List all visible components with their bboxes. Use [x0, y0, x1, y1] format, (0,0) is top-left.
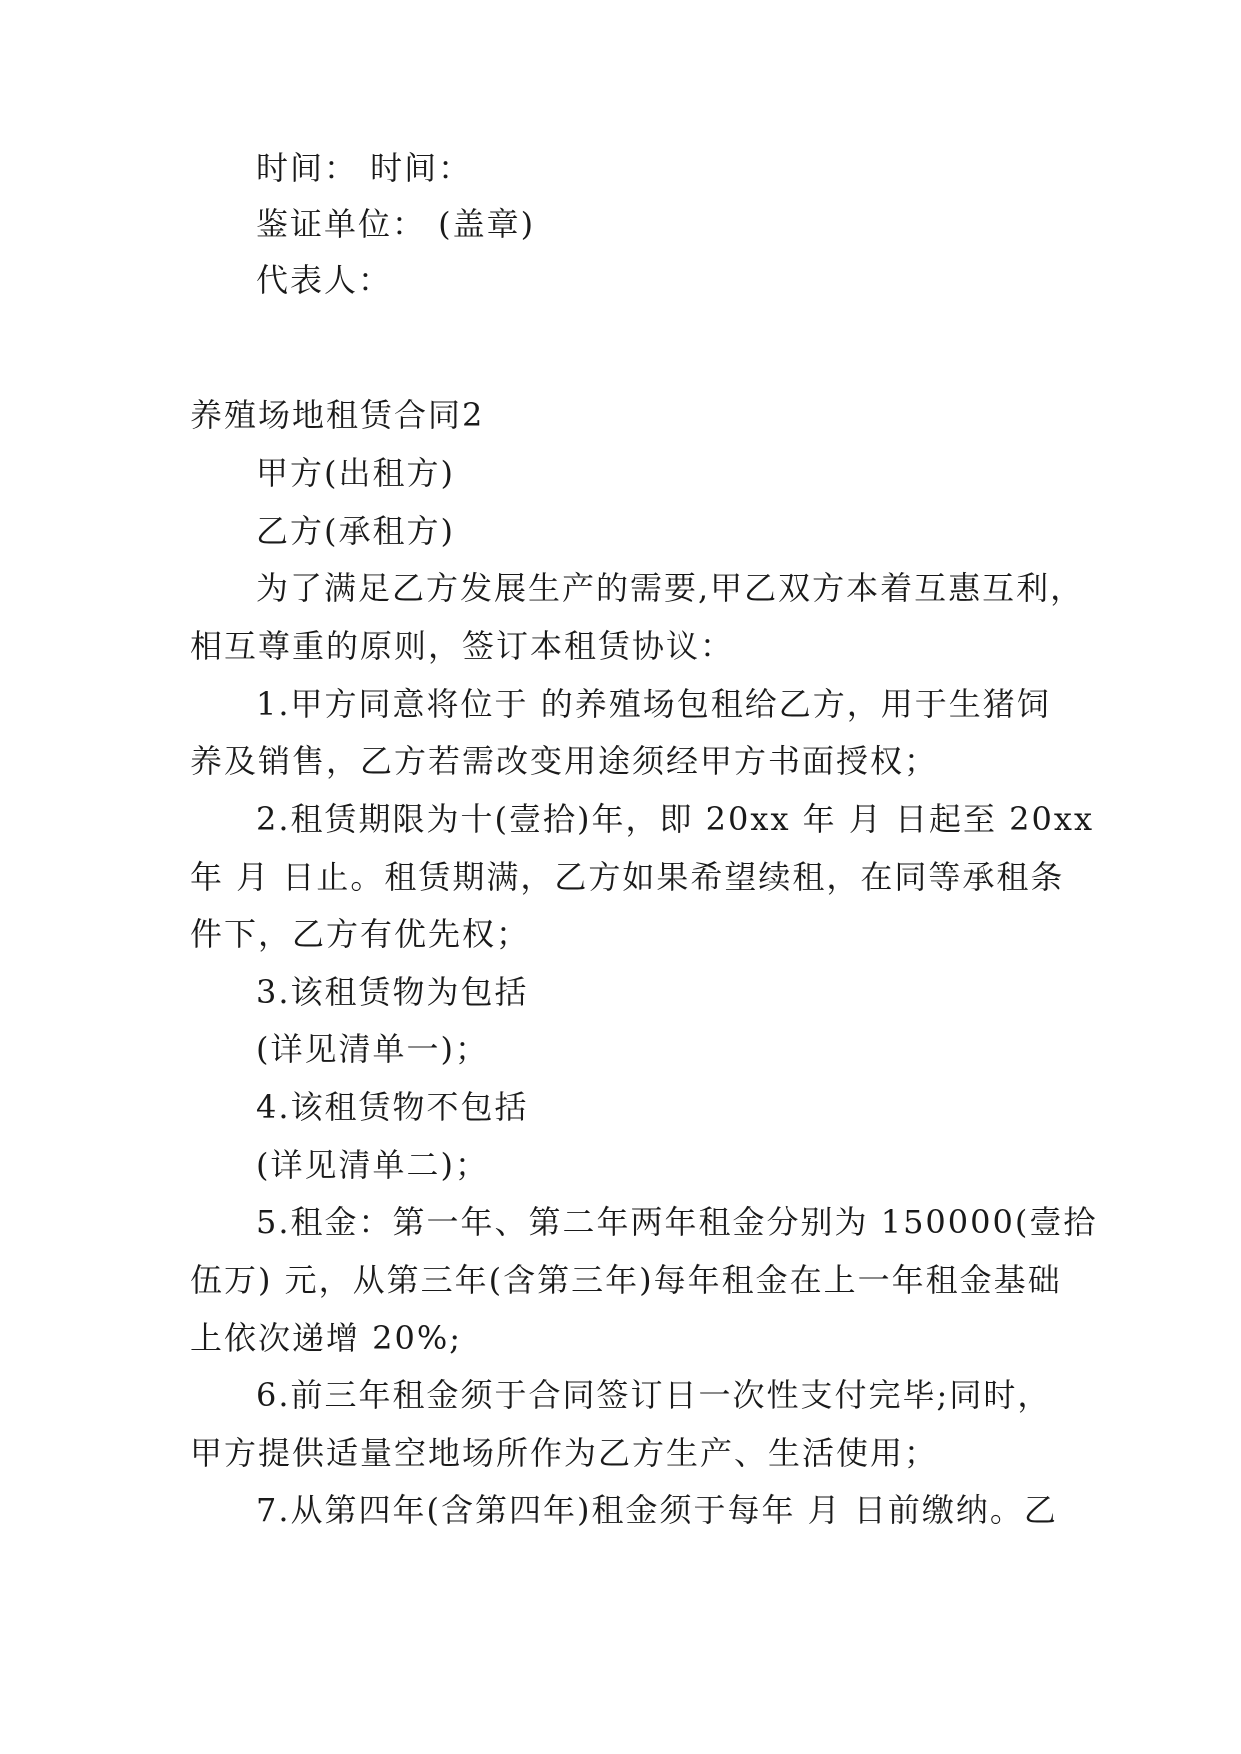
clause-4-line-1: 4.该租赁物不包括: [256, 1088, 529, 1126]
clause-1-line-2: 养及销售，乙方若需改变用途须经甲方书面授权；: [190, 742, 939, 780]
intro-line-2: 相互尊重的原则，签订本租赁协议：: [190, 627, 735, 665]
clause-3-line-2: (详见清单一)；: [256, 1030, 489, 1068]
clause-6-line-1: 6.前三年租金须于合同签订日一次性支付完毕;同时，: [256, 1376, 1052, 1414]
clause-5-line-2: 伍万) 元，从第三年(含第三年)每年租金在上一年租金基础: [190, 1261, 1062, 1299]
party-a-line: 甲方(出租方): [256, 454, 455, 492]
clause-5-line-1: 5.租金：第一年、第二年两年租金分别为 150000(壹拾: [256, 1203, 1098, 1241]
clause-2-line-1: 2.租赁期限为十(壹拾)年，即 20xx 年 月 日起至 20xx: [256, 800, 1094, 838]
clause-6-line-2: 甲方提供适量空地场所作为乙方生产、生活使用；: [190, 1434, 939, 1472]
clause-2-line-2: 年 月 日止。租赁期满，乙方如果希望续租，在同等承租条: [190, 858, 1065, 896]
time-line: 时间： 时间：: [256, 149, 473, 187]
clause-7-line-1: 7.从第四年(含第四年)租金须于每年 月 日前缴纳。乙: [256, 1491, 1058, 1529]
verify-unit-line: 鉴证单位： (盖章): [256, 205, 536, 243]
intro-line-1: 为了满足乙方发展生产的需要,甲乙双方本着互惠互利，: [256, 569, 1085, 607]
clause-5-line-3: 上依次递增 20%;: [190, 1319, 463, 1357]
clause-1-line-1: 1.甲方同意将位于 的养殖场包租给乙方，用于生猪饲: [256, 685, 1051, 723]
party-b-line: 乙方(承租方): [256, 512, 455, 550]
clause-4-line-2: (详见清单二)；: [256, 1146, 489, 1184]
clause-2-line-3: 件下，乙方有优先权；: [190, 915, 531, 953]
clause-3-line-1: 3.该租赁物为包括: [256, 973, 529, 1011]
contract-title: 养殖场地租赁合同2: [190, 396, 485, 434]
representative-line: 代表人：: [256, 261, 393, 299]
